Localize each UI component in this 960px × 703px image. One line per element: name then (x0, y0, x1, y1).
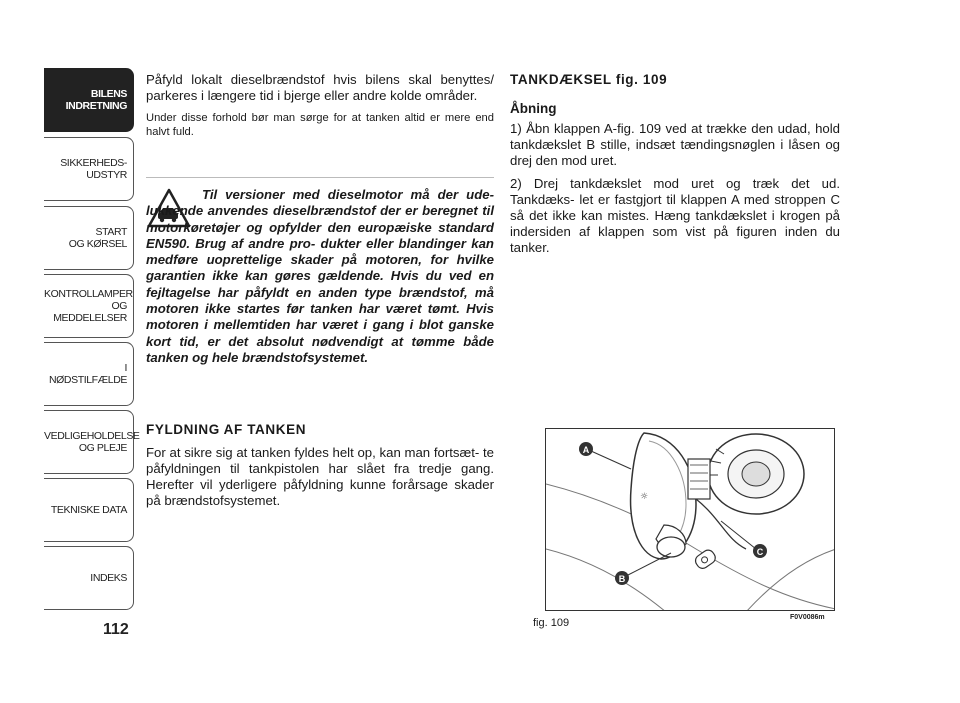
opening-subheading: Åbning (510, 101, 557, 116)
figure-caption: fig. 109 (533, 617, 570, 629)
tab-label: OG MEDDELELSER (53, 300, 127, 324)
svg-text:C: C (756, 547, 764, 557)
tab-label: UDSTYR (86, 169, 127, 181)
figure-code: F0V0086m (790, 614, 825, 621)
tab-label: TEKNISKE DATA (50, 504, 127, 516)
tab-label: START (95, 226, 127, 238)
tab-label: KONTROLLAMPER (44, 288, 133, 300)
tab-label: SIKKERHEDS- (60, 157, 127, 169)
tab-indeks[interactable] (44, 546, 134, 610)
tab-i-nodstilfaelde[interactable] (44, 342, 134, 406)
tab-label: I NØDSTILFÆLDE (48, 362, 127, 386)
tab-label: VEDLIGEHOLDELSE (44, 430, 140, 442)
page-number: 112 (103, 621, 129, 638)
step-1: 1) Åbn klappen A-fig. 109 ved at trække den udad, hold tankdækslet B stille, indsæt tændingsnøglen i låsen og drej den mod uret. (510, 121, 840, 168)
tab-vedligeholdelse[interactable] (44, 410, 140, 474)
intro-paragraph: Påfyld lokalt dieselbrændstof hvis bilens skal benyttes/ parkeres i længere tid i bjerge eller andre kolde områder. (146, 72, 494, 103)
tab-label: INDEKS (90, 572, 127, 584)
tank-cap-heading: TANKDÆKSEL fig. 109 (510, 72, 668, 87)
step-2: 2) Drej tankdækslet mod uret og træk det ud. Tankdæks- let er fastgjort til klappen A med stroppen C så det ikke kan mistes. Hæng tankdækslet i krogen på indersiden af klappen som vist på figuren inden du tanker. (510, 176, 840, 255)
fuel-cap-illustration (546, 429, 835, 611)
svg-text:B: B (618, 574, 626, 584)
tab-kontrollamper[interactable] (44, 274, 134, 338)
right-column (510, 72, 840, 256)
fill-section (146, 422, 494, 509)
warning-text: Til versioner med dieselmotor må der ude- lukkende anvendes dieselbrændstof der er beregnet til motorkøretøjer og opfylder den europæiske standard EN590. Brug af andre pro- dukter eller blandinger kan medføre uoprettelige skader på motoren, for hvilke garantien ikke kan gøres gældende. Hvis du ved en fejltagelse har påfyldt en anden type brændstof, må motoren ikke startes før tanken har været tømt. Hvis motoren i mellemtiden har været i gang i blot ganske kort tid, er det absolut nødvendigt at tømme både tanken og hele brændstofsystemet. (146, 187, 494, 365)
tab-label: BILENS (90, 88, 127, 100)
tab-label: INDRETNING (65, 100, 127, 112)
left-column (146, 72, 494, 139)
fill-paragraph: For at sikre sig at tanken fyldes helt op, kan man fortsæt- te påfyldningen til tankpistolen har slået fra tredje gang. Herefter vil yderligere påfyldning kunne forårsage skader på brændstofsystemet. (146, 445, 494, 508)
fill-heading: FYLDNING AF TANKEN (146, 422, 307, 437)
tab-label: OG KØRSEL (68, 238, 127, 250)
tab-bilens-indretning[interactable] (44, 68, 134, 132)
tab-sikkerhedsudstyr[interactable] (44, 137, 134, 201)
label-c (753, 544, 767, 558)
svg-text:☼: ☼ (640, 492, 649, 502)
tab-label: OG PLEJE (78, 442, 127, 454)
note-paragraph: Under disse forhold bør man sørge for at tanken altid er mere end halvt fuld. (146, 112, 494, 138)
label-a (579, 442, 593, 456)
divider (146, 177, 494, 178)
tab-tekniske-data[interactable] (44, 478, 134, 542)
label-b (615, 571, 629, 585)
tab-start-og-korsel[interactable] (44, 206, 134, 270)
fuel-cap-figure (545, 428, 835, 611)
svg-text:A: A (582, 445, 590, 455)
diesel-warning (146, 187, 494, 366)
